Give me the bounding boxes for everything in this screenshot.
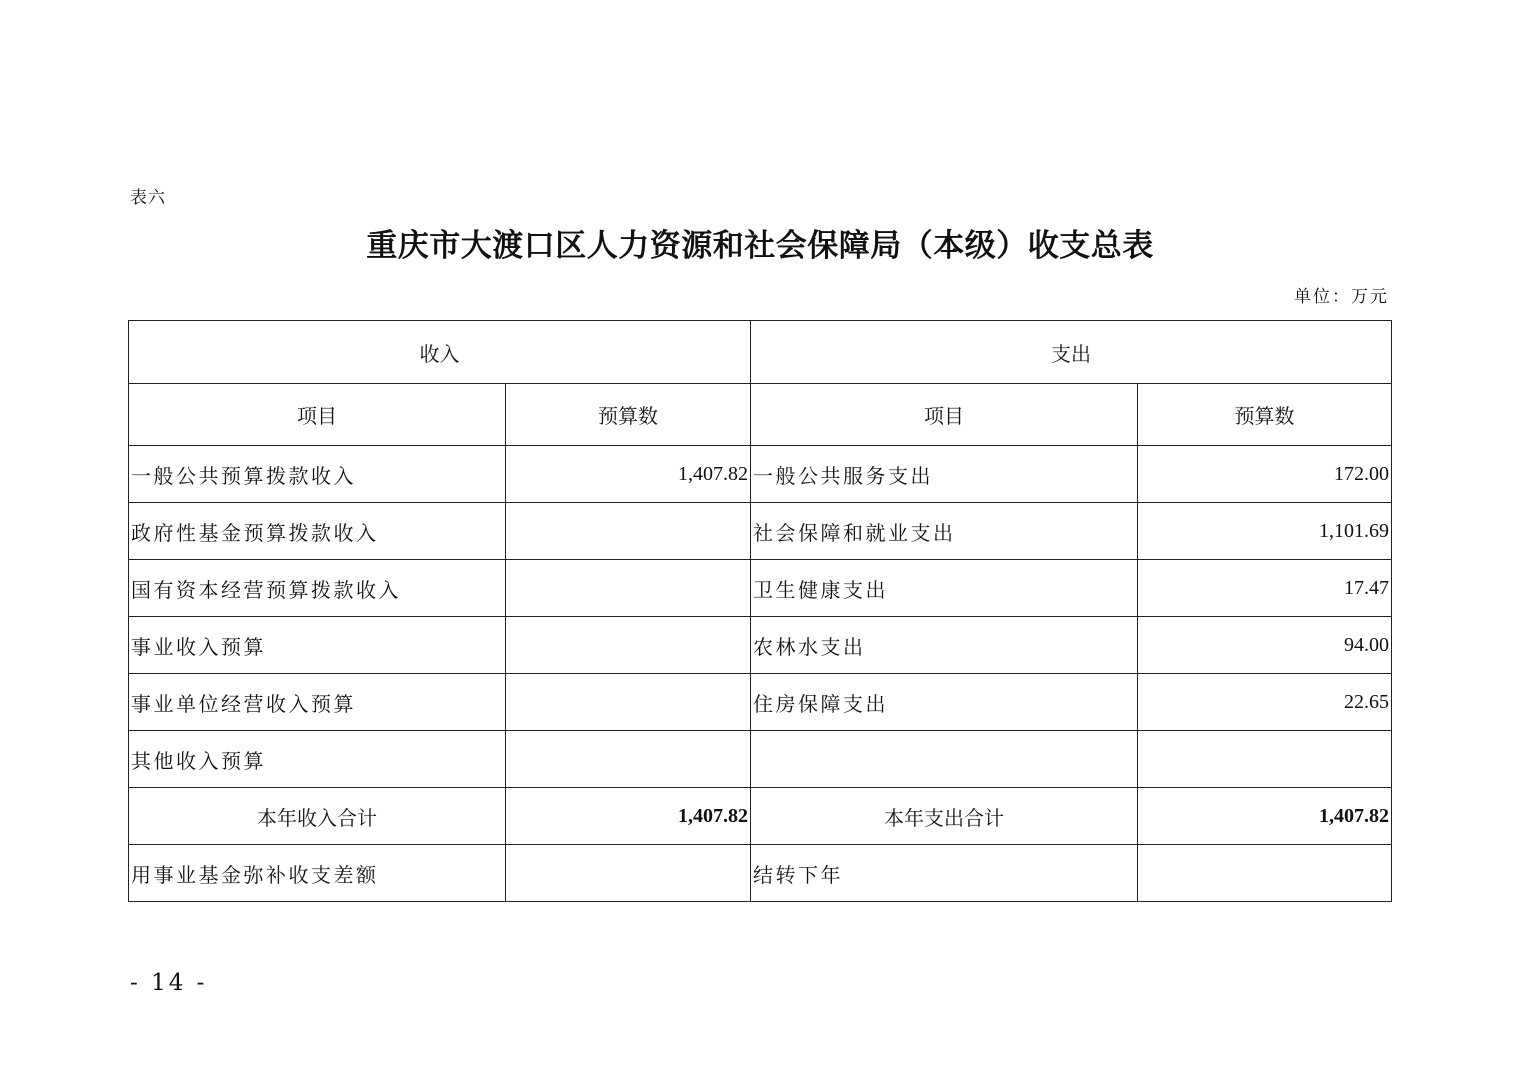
income-amount-cell: 1,407.82 [506, 446, 751, 503]
expense-amount-cell [1138, 731, 1392, 788]
income-amount-cell [506, 617, 751, 674]
expense-amount-cell: 1,101.69 [1138, 503, 1392, 560]
expense-total-amount: 1,407.82 [1138, 788, 1392, 845]
income-amount-cell [506, 560, 751, 617]
group-header-row [129, 321, 1392, 384]
expense-item-header: 项目 [751, 384, 1138, 446]
income-item-cell: 国有资本经营预算拨款收入 [129, 560, 506, 617]
income-item-cell: 事业单位经营收入预算 [129, 674, 506, 731]
income-item-cell: 用事业基金弥补收支差额 [129, 845, 506, 902]
table-row [129, 845, 1392, 902]
income-amount-cell [506, 845, 751, 902]
expense-item-cell: 住房保障支出 [751, 674, 1138, 731]
income-amount-cell [506, 674, 751, 731]
expense-item-cell: 结转下年 [751, 845, 1138, 902]
unit-label: 单位：万元 [1294, 287, 1389, 307]
income-amount-cell [506, 503, 751, 560]
income-item-cell: 事业收入预算 [129, 617, 506, 674]
table-row [129, 617, 1392, 674]
page-number: - 14 - [130, 970, 208, 996]
expense-item-cell: 一般公共服务支出 [751, 446, 1138, 503]
table-row [129, 560, 1392, 617]
income-item-header: 项目 [129, 384, 506, 446]
expense-item-cell: 卫生健康支出 [751, 560, 1138, 617]
income-item-cell: 政府性基金预算拨款收入 [129, 503, 506, 560]
document-title: 重庆市大渡口区人力资源和社会保障局（本级）收支总表 [366, 228, 1154, 264]
income-total-amount: 1,407.82 [506, 788, 751, 845]
expense-amount-cell: 22.65 [1138, 674, 1392, 731]
budget-summary-table [128, 320, 1392, 902]
expense-amount-cell: 172.00 [1138, 446, 1392, 503]
expense-total-label: 本年支出合计 [751, 788, 1138, 845]
expense-amount-cell: 94.00 [1138, 617, 1392, 674]
expense-item-cell: 农林水支出 [751, 617, 1138, 674]
expense-item-cell: 社会保障和就业支出 [751, 503, 1138, 560]
expense-amount-cell [1138, 845, 1392, 902]
table-row [129, 503, 1392, 560]
expense-group-header: 支出 [751, 321, 1392, 384]
table-row [129, 674, 1392, 731]
income-amount-header: 预算数 [506, 384, 751, 446]
table-row [129, 446, 1392, 503]
totals-row [129, 788, 1392, 845]
expense-amount-cell: 17.47 [1138, 560, 1392, 617]
table-row [129, 731, 1392, 788]
table-number-label: 表六 [130, 188, 166, 208]
column-header-row [129, 384, 1392, 446]
income-total-label: 本年收入合计 [129, 788, 506, 845]
expense-item-cell [751, 731, 1138, 788]
income-amount-cell [506, 731, 751, 788]
expense-amount-header: 预算数 [1138, 384, 1392, 446]
income-item-cell: 一般公共预算拨款收入 [129, 446, 506, 503]
income-item-cell: 其他收入预算 [129, 731, 506, 788]
income-group-header: 收入 [129, 321, 751, 384]
